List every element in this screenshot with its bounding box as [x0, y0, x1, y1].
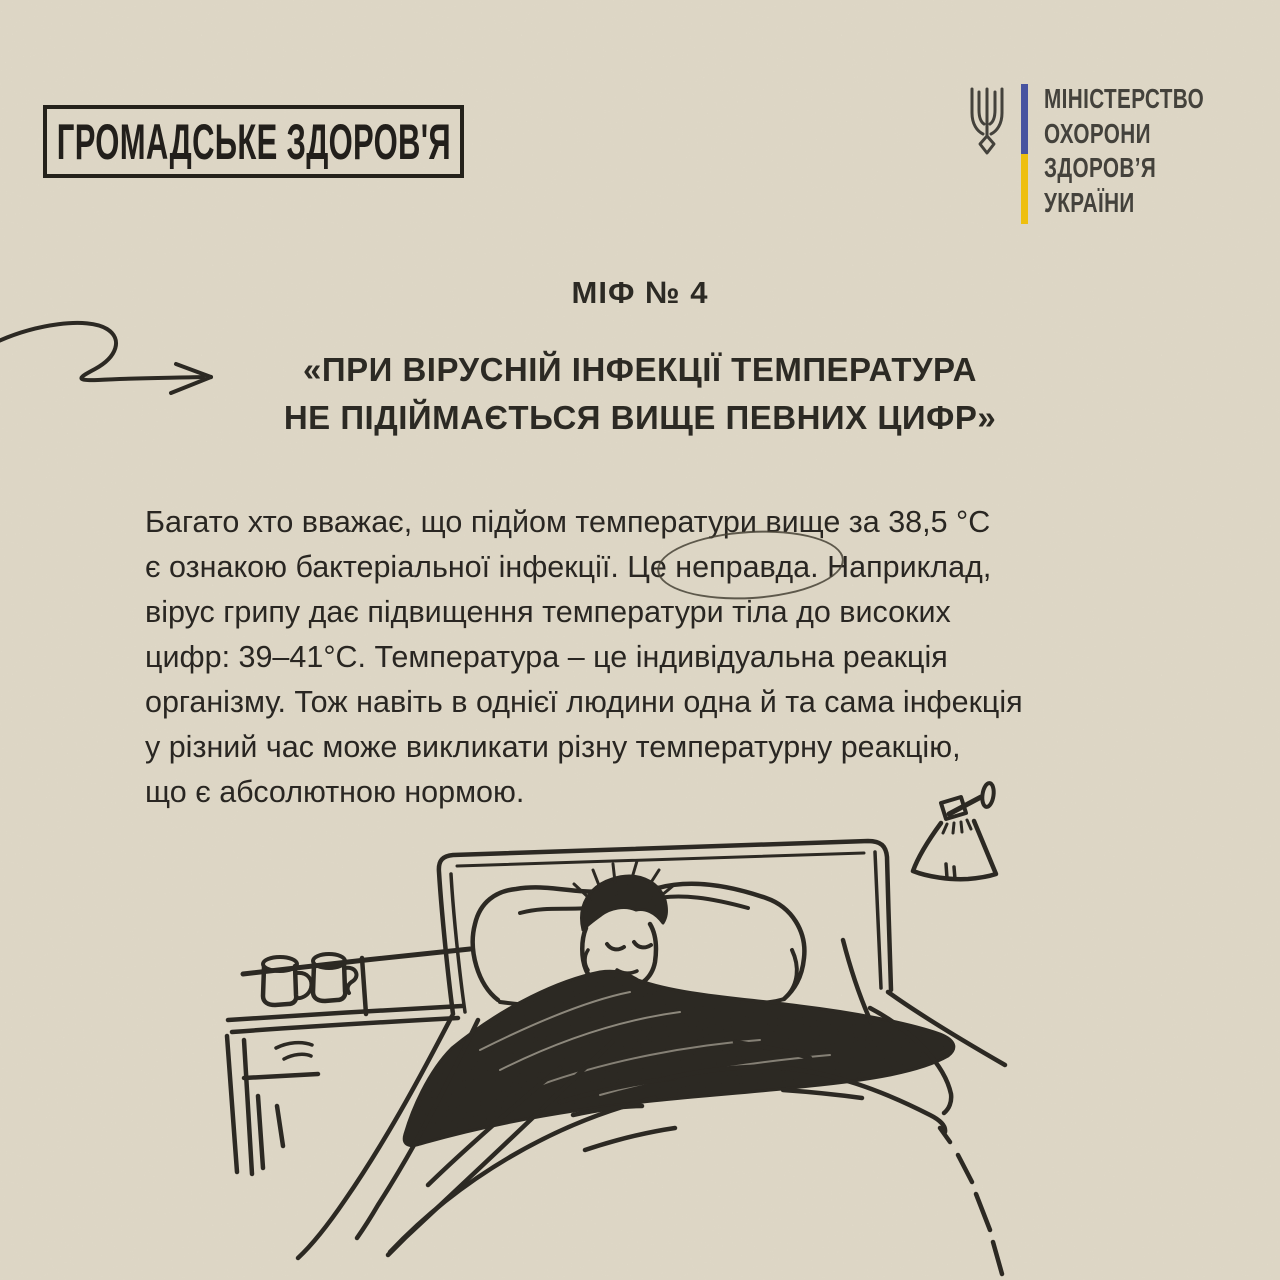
hair — [582, 876, 667, 930]
closed-eye — [634, 942, 651, 947]
ministry-name-line: УКРАЇНИ — [1044, 186, 1135, 218]
headboard — [439, 841, 891, 1014]
dark-blanket — [404, 971, 954, 1145]
face — [582, 924, 656, 990]
sleeping-person — [574, 861, 674, 990]
ear — [585, 950, 588, 970]
explanation-paragraph — [145, 500, 1145, 815]
public-health-badge-label: ГРОМАДСЬКЕ ЗДОРОВ'Я — [56, 113, 451, 170]
myth-quote — [0, 346, 1280, 442]
paragraph-line: організму. Тож навіть в однієї людини одна й та сама інфекція — [145, 685, 1023, 719]
mug-icon — [313, 954, 356, 1001]
mouth — [617, 970, 637, 973]
sheet-folds — [298, 940, 1005, 1274]
circled-word-text: неправда. — [675, 550, 819, 584]
ministry-logo — [966, 82, 1260, 224]
mug-icon — [263, 957, 311, 1005]
paragraph-line — [145, 545, 1145, 590]
flag-bar — [1021, 84, 1028, 224]
closed-eye — [607, 944, 624, 949]
paragraph-text: є ознакою бактеріальної інфекції. Це — [145, 550, 676, 584]
myth-number-label: МІФ № 4 — [571, 275, 709, 310]
hair-strands — [574, 861, 674, 898]
pillow — [473, 884, 805, 1010]
myth-quote-line2: НЕ ПІДІЙМАЄТЬСЯ ВИЩЕ ПЕВНИХ ЦИФР» — [283, 399, 997, 436]
ministry-name-line: МІНІСТЕРСТВО — [1044, 83, 1205, 114]
paragraph-line: що є абсолютною нормою. — [145, 775, 525, 809]
ukraine-trident-icon — [966, 86, 1008, 158]
paragraph-line: у різний час може викликати різну температурну реакцію, — [145, 730, 961, 764]
drawer-handle — [276, 1043, 312, 1048]
table-leg — [258, 1096, 263, 1168]
ministry-name-line: ОХОРОНИ — [1044, 117, 1151, 149]
paragraph-text: Наприклад, — [818, 550, 992, 584]
table-leg — [227, 1036, 252, 1174]
myth-quote-line1: «ПРИ ВІРУСНІЙ ІНФЕКЦІЇ ТЕМПЕРАТУРА — [303, 351, 977, 388]
night-stand — [227, 949, 470, 1174]
public-health-badge — [43, 105, 464, 178]
ministry-name — [1044, 82, 1260, 220]
paragraph-line: цифр: 39–41°С. Температура – це індивідуальна реакція — [145, 640, 948, 674]
circled-word — [675, 545, 818, 590]
paragraph-line: Багато хто вважає, що підйом температури вище за 38,5 °С — [145, 505, 991, 539]
table-leg — [277, 1106, 283, 1146]
paragraph-line: вірус грипу дає підвищення температури тіла до високих — [145, 595, 951, 629]
ministry-name-line: ЗДОРОВ’Я — [1044, 152, 1157, 183]
